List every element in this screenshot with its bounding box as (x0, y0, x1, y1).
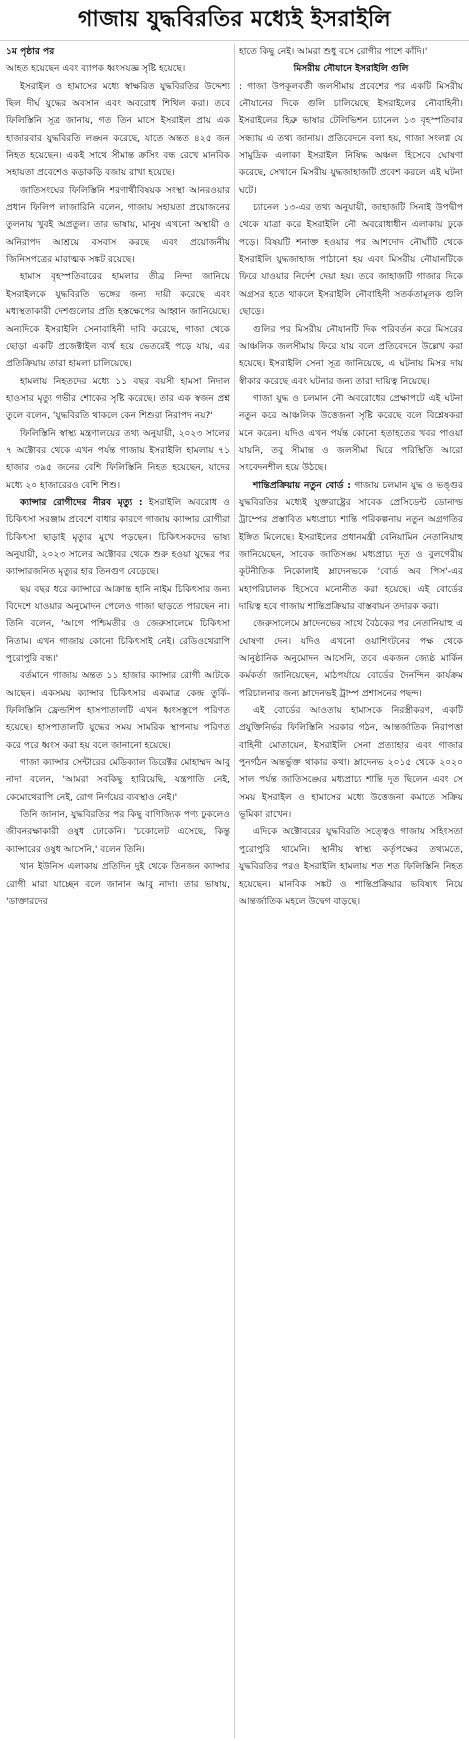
subhead-paragraph (6, 495, 230, 582)
body-paragraph: আহত হয়েছেন এবং ব্যাপক ধ্বংসযজ্ঞ সৃষ্টি হয়েছে। (6, 64, 186, 75)
body-paragraph: এদিকে অক্টোবরের যুদ্ধবিরতি সত্ত্বেও গাজায় সহিংসতা পুরোপুরি থামেনি। স্থানীয় স্বাস্থ্য কর্তৃপক্ষের তথ্যমতে, যুদ্ধবিরতির পরও ইসরাইলি হামলায় শত শত ফিলিস্তিনি নিহত হয়েছেন। মানবিক সঙ্কট ও শান্তিপ্রক্রিয়ার ভবিষ্যৎ নিয়ে আন্তর্জাতিক মহলে উদ্বেগ বাড়ছে। (239, 827, 463, 907)
article-headline: গাজায় যুদ্ধবিরতির মধ্যেই ইসরাইলি (0, 0, 469, 41)
subhead-peace-board: শান্তিপ্রক্রিয়ায় নতুন বোর্ড : (253, 480, 351, 491)
body-paragraph: বর্তমানে গাজায় অন্তত ১১ হাজার ক্যান্সার রোগী আটকে আছেন। একসময় ক্যান্সার চিকিৎসার একমাত্র কেন্দ্র তুর্কি-ফিলিস্তিনি ফ্রেন্ডশিপ হাসপাতালটি এখন ধ্বংসস্তূপে পরিণত হয়েছে। হাসপাতালটি যুদ্ধের সময় সামরিক স্থাপনায় পরিণত করে পরে ধ্বংস করা হয় বলে জানানো হয়েছে। (6, 671, 230, 751)
body-paragraph: : গাজা উপকূলবর্তী জলসীমায় প্রবেশের পর একটি মিসরীয় নৌযানের দিকে গুলি চালিয়েছে ইসরাইলের নৌবাহিনী। ইসরাইলের হিব্রু ভাষার টেলিভিশন চ্যানেল ১৩ বৃহস্পতিবার সন্ধ্যায় এ তথ্য জানায়। প্রতিবেদনে বলা হয়, গাজা সংলগ্ন যে সামুদ্রিক এলাকা ইসরাইল নিষিদ্ধ অঞ্চল হিসেবে ঘোষণা করেছে, সেখানে মিসরীয় যুদ্ধজাহাজটি প্রবেশ করলে এই ঘটনা ঘটে। (239, 81, 463, 196)
subhead-paragraph (239, 478, 463, 617)
body-paragraph: গাজা ক্যান্সার সেন্টারের মেডিক্যাল ডিরেক্টর মোহাম্মদ আবু নাদা বলেন, 'আমরা সবকিছু হারিয়েছি, যন্ত্রপাতি নেই, কেমোথেরাপি নেই, রোগ নির্ণয়ের ব্যবস্থাও নেই।' (6, 758, 230, 803)
body-paragraph: হামলায় নিহতদের মধ্যে ১১ বছর বয়সী হামসা নিদাল হাওসার মৃত্যু গভীর শোকের সৃষ্টি করেছে। তার এক স্বজন প্রশ্ন তুলে বলেন, 'যুদ্ধবিরতি থাকলে কেন শিশুরা নিরাপদ নয়?' (6, 376, 230, 422)
body-paragraph: চ্যানেল ১৩-এর তথ্য অনুযায়ী, জাহাজটি সিনাই উপদ্বীপ থেকে যাত্রা করে ইসরাইলি নৌ অবরোধাধীন এলাকায় ঢুকে পড়ে। বিষয়টি শনাক্ত হওয়ার পর আশদোদ নৌঘাঁটি থেকে ইসরাইলি যুদ্ধজাহাজ পাঠানো হয় এবং মিসরীয় নৌযানটিকে ফিরে যাওয়ার নির্দেশ দেয়া হয়। তবে জাহাজটি গাজার দিকে অগ্রসর হতে থাকলে ইসরাইলি নৌবাহিনী সতর্কতামূলক গুলি ছোড়ে। (239, 203, 463, 318)
body-paragraph: ইসরাইল ও হামাসের মধ্যে স্বাক্ষরিত যুদ্ধবিরতির উদ্দেশ্য ছিল দীর্ঘ যুদ্ধের অবসান এবং অবরোধ শিথিল করা। তবে ফিলিস্তিনি সূত্র জানায়, গত তিন মাসে ইসরাইল প্রায় এক হাজারবার যুদ্ধবিরতি লঙ্ঘন করেছে, যাতে অন্তত ৪২৫ জন নিহত হয়েছেন। একই সাথে সীমান্ত ক্রসিং বন্ধ রেখে মানবিক সহায়তা প্রবেশেও কড়াকড়ি বজায় রাখা হয়েছে। (6, 81, 230, 179)
body-paragraph: ফিলিস্তিনি স্বাস্থ্য মন্ত্রণালয়ের তথ্য অনুযায়ী, ২০২৩ সালের ৭ অক্টোবর থেকে এখন পর্যন্ত গাজায় ইসরাইলি হামলায় ৭১ হাজার ৩৯৫ জনের বেশি ফিলিস্তিনি নিহত হয়েছেন, যাদের মধ্যে ২০ হাজারেরও বেশি শিশু। (6, 428, 230, 491)
continued-from-label: ১ম পৃষ্ঠার পর (6, 47, 55, 57)
right-column (239, 44, 463, 1738)
subhead-egyptian-vessel: মিসরীয় নৌযানে ইসরাইলি গুলি (293, 64, 409, 75)
body-paragraph: তিনি জানান, যুদ্ধবিরতির পর কিছু বাণিজ্যিক পণ্য ঢুকলেও জীবনরক্ষাকারী ওষুধ ঢোকেনি। 'চকোলেট এসেছে, কিন্তু ক্যান্সারের ওষুধ আসেনি,' বলেন তিনি। (6, 810, 230, 855)
continued-paragraph (6, 44, 230, 61)
body-paragraph: এই বোর্ডের আওতায় হামাসকে নিরস্ত্রীকরণ, একটি প্রযুক্তিনির্ভর ফিলিস্তিনি সরকার গঠন, আন্তর্জাতিক নিরাপত্তা বাহিনী মোতায়েন, ইসরাইলি সেনা প্রত্যাহার এবং গাজার পুনর্গঠন অন্তর্ভুক্ত থাকার কথা। ম্লাদেনভ ২০১৫ থেকে ২০২০ সাল পর্যন্ত জাতিসঙ্ঘের মধ্যপ্রাচ্য শান্তি দূত ছিলেন এবং সে সময় ইসরাইল ও হামাসের মধ্যে উত্তেজনা কমাতে সক্রিয় ভূমিকা রাখেন। (239, 706, 463, 821)
body-paragraph: হামাস বৃহস্পতিবারের হামলার তীব্র নিন্দা জানিয়ে ইসরাইলকে যুদ্ধবিরতি ভঙ্গের জন্য দায়ী করেছে এবং মধ্যস্থতাকারী দেশগুলোর প্রতি হস্তক্ষেপের আহ্বান জানিয়েছে। অন্যদিকে ইসরাইলি সেনাবাহিনী দাবি করেছে, গাজা থেকে ছোড়া একটি প্রজেক্টাইল ব্যর্থ হয়ে ভেতরেই পড়ে যায়, এর প্রতিক্রিয়ায় তারা হামলা চালিয়েছে। (6, 272, 230, 370)
article-body (0, 41, 469, 1738)
body-paragraph: গুলির পর মিসরীয় নৌযানটি দিক পরিবর্তন করে মিসরের আঞ্চলিক জলসীমায় ফিরে যায় বলে প্রতিবেদনে উল্লেখ করা হয়েছে। ইসরাইলি সেনা সূত্র জানিয়েছে, এ ঘটনায় মিসর দায় স্বীকার করেছে এবং ঘটনার জন্য তারা দায়িত্ব নিয়েছে। (239, 324, 463, 387)
left-column (6, 44, 230, 1738)
body-paragraph: খান ইউনিস এলাকায় প্রতিদিন দুই থেকে তিনজন ক্যান্সার রোগী মারা যাচ্ছেন বলে জানান আবু নাদা। তার ভাষায়, 'ডাক্তারদের (6, 862, 230, 907)
column-divider (234, 44, 235, 1738)
subhead-body-text: গাজায় চলমান যুদ্ধ ও ভঙ্গুর যুদ্ধবিরতির মধ্যেই যুক্তরাষ্ট্রের সাবেক প্রেসিডেন্ট ডোনাল্ড ট্রাম্পের প্রস্তাবিত মধ্যপ্রাচ্য শান্তি পরিকল্পনায় নতুন অগ্রগতির ইঙ্গিত মিলেছে। ইসরাইলের প্রধানমন্ত্রী বেনিয়ামিন নেতানিয়াহু জানিয়েছেন, সাবেক জাতিসঙ্ঘ মধ্যপ্রাচ্য দূত ও বুলগেরীয় কূটনীতিক নিকোলাই ম্লাদেনভকে 'বোর্ড অব পিস'-এর মহাপরিচালক হিসেবে মনোনীত করা হয়েছে। এই বোর্ডের দায়িত্ব হবে গাজায় শান্তিপ্রক্রিয়ার বাস্তবায়ন তদারক করা। (239, 480, 463, 612)
body-paragraph: জেরুসালেমে ম্লাদেনভের সাথে বৈঠকের পর নেতানিয়াহু এ ঘোষণা দেন। যদিও এখনো ওয়াশিংটনের পক্ষ থেকে আনুষ্ঠানিক অনুমোদন আসেনি, তবে একজন জ্যেষ্ঠ মার্কিন কর্মকর্তা জানিয়েছেন, মাঠপর্যায়ে বোর্ডের দৈনন্দিন কার্যক্রম পরিচালনার জন্য ম্লাদেনভই ট্রাম্প প্রশাসনের পছন্দ। (239, 619, 463, 699)
body-paragraph: ছয় বছর ধরে ক্যান্সারে আক্রান্ত হানি নাইম চিকিৎসার জন্য বিদেশে যাওয়ার অনুমোদন পেলেও গাজা ছাড়তে পারছেন না। তিনি বলেন, 'আগে পশ্চিমতীর ও জেরুসালেমে চিকিৎসা নিতাম। এখন গাজায় কোনো চিকিৎসাই নেই। রেডিওথেরাপি পুরোপুরি বন্ধ।' (6, 584, 230, 665)
subhead-cancer-patients: ক্যান্সার রোগীদের নীরব মৃত্যু : (20, 497, 143, 508)
body-paragraph: জাতিসংঘের ফিলিস্তিনি শরণার্থীবিষয়ক সংস্থা আনরওয়ার প্রধান ফিলিপ লাজারিনি বলেন, গাজায় সহায়তা প্রয়োজনের তুলনায় খুবই অপ্রতুল। তার ভাষায়, মানুষ এখনো অস্থায়ী ও অনিরাপদ আশ্রয়ে বসবাস করছে এবং প্রয়োজনীয় জিনিসপত্রের মারাত্মক সঙ্কট রয়েছে। (6, 185, 230, 266)
body-paragraph: হাতে কিছু নেই। আমরা শুধু বসে রোগীর পাশে কাঁদি।' (239, 47, 428, 57)
subhead-body-text: ইসরাইলি অবরোধ ও চিকিৎসা সরঞ্জাম প্রবেশে বাধার কারণে গাজায় ক্যান্সার রোগীরা চিকিৎসা ছাড়াই মৃত্যুর মুখে পড়ছেন। চিকিৎসকদের ভাষ্য অনুযায়ী, ২০২৩ সালের অক্টোবর থেকে শুরু হওয়া যুদ্ধের পর ক্যান্সারজনিত মৃত্যুর হার তিনগুণ বেড়েছে। (6, 497, 230, 578)
body-paragraph: গাজা যুদ্ধ ও চলমান নৌ অবরোধের প্রেক্ষাপটে এই ঘটনা নতুন করে আঞ্চলিক উত্তেজনা সৃষ্টি করেছে বলে বিশ্লেষকরা মনে করেন। যদিও এখন পর্যন্ত কোনো হতাহতের খবর পাওয়া যায়নি, তবু সীমান্ত ও জলসীমা ঘিরে পরিস্থিতি আরো সংবেদনশীল হয়ে উঠছে। (239, 393, 463, 474)
